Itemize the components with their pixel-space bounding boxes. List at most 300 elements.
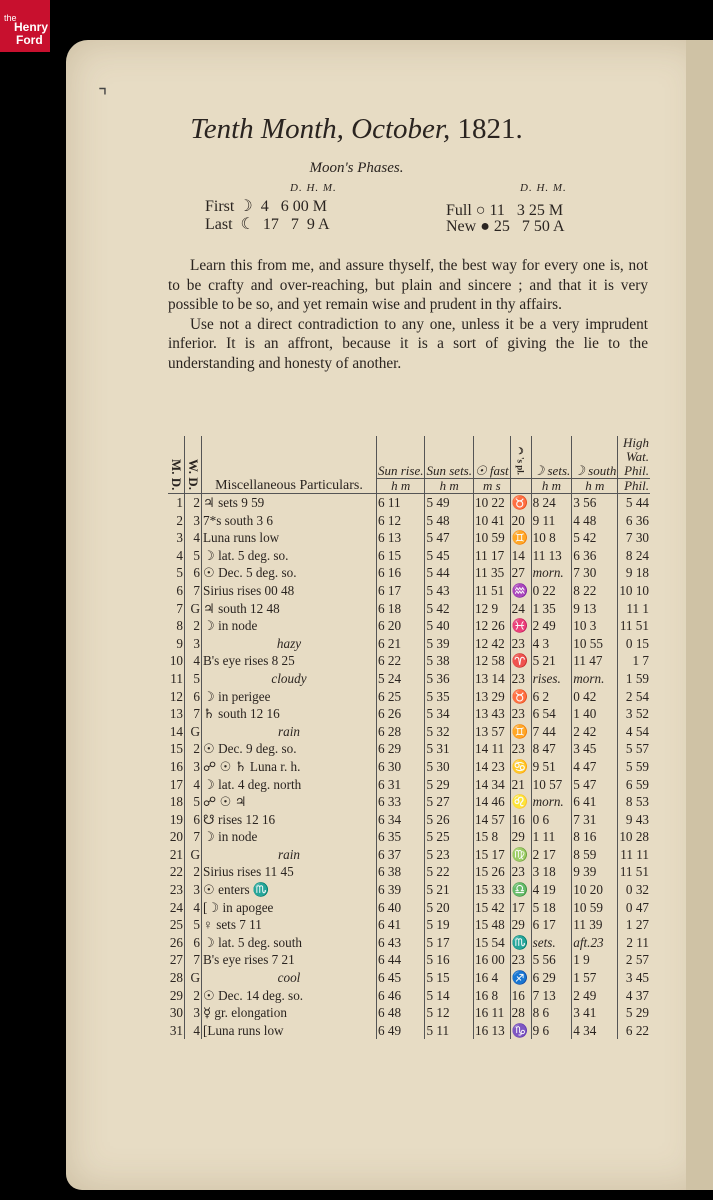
moon-sign: ♑ bbox=[510, 1022, 531, 1040]
sun-rise: 6 18 bbox=[376, 600, 425, 618]
moon-sign: ♍ bbox=[510, 846, 531, 864]
page-title bbox=[0, 113, 713, 146]
sun-rise: 6 20 bbox=[376, 617, 425, 635]
high-water: 5 29 bbox=[625, 1005, 649, 1021]
header-misc: Miscellaneous Particulars. bbox=[202, 436, 377, 494]
weekday: 6 bbox=[185, 688, 202, 706]
table-row bbox=[168, 951, 650, 969]
weekday: 7 bbox=[185, 582, 202, 600]
moon-south: 2 49 bbox=[572, 987, 618, 1005]
sun-rise: 6 46 bbox=[376, 987, 425, 1005]
misc-particular: ☽ lat. 5 deg. south bbox=[202, 934, 377, 952]
sun-rise: 6 33 bbox=[376, 793, 425, 811]
moon-south: 4 48 bbox=[572, 512, 618, 530]
sun-set: 5 26 bbox=[425, 811, 474, 829]
subheader-south: h m bbox=[572, 479, 618, 494]
table-row bbox=[168, 688, 650, 706]
misc-particular: Sirius rises 00 48 bbox=[202, 582, 377, 600]
misc-particular: hazy bbox=[202, 635, 377, 653]
table-row bbox=[168, 705, 650, 723]
sun-fast: 11 51 bbox=[473, 582, 510, 600]
high-water: 5 57 bbox=[625, 741, 649, 757]
moon-south: aft.23 bbox=[572, 934, 618, 952]
weekday: 6 bbox=[185, 811, 202, 829]
moon-sets: 10 57 bbox=[531, 776, 572, 794]
day-number: 22 bbox=[169, 864, 183, 880]
subheader-msets: h m bbox=[531, 479, 572, 494]
moon-sign: 23 bbox=[510, 705, 531, 723]
day-number: 12 bbox=[169, 688, 183, 704]
weekday: G bbox=[185, 723, 202, 741]
title-year: 1821. bbox=[457, 113, 523, 145]
weekday: G bbox=[185, 846, 202, 864]
high-water: 3 52 bbox=[625, 706, 649, 722]
moon-south: 3 56 bbox=[572, 494, 618, 512]
table-row bbox=[168, 652, 650, 670]
moon-sets: 8 47 bbox=[531, 740, 572, 758]
moon-sets: 2 17 bbox=[531, 846, 572, 864]
moon-sets: sets. bbox=[531, 934, 572, 952]
header-moon-sets: ☽ sets. bbox=[531, 436, 572, 479]
moon-sets: 6 17 bbox=[531, 916, 572, 934]
misc-particular: cool bbox=[202, 969, 377, 987]
sun-fast: 13 43 bbox=[473, 705, 510, 723]
moon-south: 5 42 bbox=[572, 529, 618, 547]
moon-south: 3 41 bbox=[572, 1004, 618, 1022]
weekday: 7 bbox=[185, 705, 202, 723]
calendar-table bbox=[168, 436, 650, 1039]
moon-south: morn. bbox=[572, 670, 618, 688]
sun-rise: 6 12 bbox=[376, 512, 425, 530]
day-number: 15 bbox=[169, 741, 183, 757]
moon-sign: ♌ bbox=[510, 793, 531, 811]
moon-sign: ♓ bbox=[510, 617, 531, 635]
sun-set: 5 25 bbox=[425, 828, 474, 846]
sun-set: 5 29 bbox=[425, 776, 474, 794]
sun-rise: 6 40 bbox=[376, 899, 425, 917]
weekday: 2 bbox=[185, 617, 202, 635]
misc-particular: rain bbox=[202, 846, 377, 864]
weekday: 5 bbox=[185, 916, 202, 934]
sun-fast: 10 59 bbox=[473, 529, 510, 547]
moon-sign: 29 bbox=[510, 828, 531, 846]
logo-the: the bbox=[4, 13, 17, 23]
moon-sign: 14 bbox=[510, 547, 531, 565]
table-row bbox=[168, 723, 650, 741]
moon-south: 11 39 bbox=[572, 916, 618, 934]
table-header-row bbox=[168, 436, 650, 479]
moon-sets: 6 54 bbox=[531, 705, 572, 723]
sun-fast: 13 14 bbox=[473, 670, 510, 688]
sun-set: 5 44 bbox=[425, 564, 474, 582]
sun-fast: 14 46 bbox=[473, 793, 510, 811]
day-number: 10 bbox=[169, 653, 183, 669]
calendar-body bbox=[168, 494, 650, 1040]
day-number: 3 bbox=[176, 530, 183, 546]
table-row bbox=[168, 529, 650, 547]
sun-set: 5 34 bbox=[425, 705, 474, 723]
high-water: 8 24 bbox=[625, 547, 649, 563]
high-water: 6 59 bbox=[625, 776, 649, 792]
sun-set: 5 49 bbox=[425, 494, 474, 512]
moon-sets: 1 35 bbox=[531, 600, 572, 618]
moon-sign: 23 bbox=[510, 635, 531, 653]
sun-set: 5 40 bbox=[425, 617, 474, 635]
misc-particular: ☋ rises 12 16 bbox=[202, 811, 377, 829]
sun-rise: 6 29 bbox=[376, 740, 425, 758]
sun-set: 5 12 bbox=[425, 1004, 474, 1022]
moon-south: 4 47 bbox=[572, 758, 618, 776]
high-water: 2 11 bbox=[626, 934, 649, 950]
sun-set: 5 31 bbox=[425, 740, 474, 758]
sun-rise: 6 22 bbox=[376, 652, 425, 670]
sun-fast: 15 26 bbox=[473, 863, 510, 881]
sun-fast: 15 17 bbox=[473, 846, 510, 864]
misc-particular: ☽ in node bbox=[202, 617, 377, 635]
moon-sign: 17 bbox=[510, 899, 531, 917]
moon-sign: 23 bbox=[510, 740, 531, 758]
sun-set: 5 48 bbox=[425, 512, 474, 530]
phase-last: Last ☾ 17 7 9 A bbox=[205, 216, 330, 233]
day-number: 18 bbox=[169, 794, 183, 810]
sun-rise: 6 35 bbox=[376, 828, 425, 846]
moon-south: 6 36 bbox=[572, 547, 618, 565]
sun-fast: 15 48 bbox=[473, 916, 510, 934]
sun-set: 5 27 bbox=[425, 793, 474, 811]
sun-rise: 6 41 bbox=[376, 916, 425, 934]
moon-sets: 9 6 bbox=[531, 1022, 572, 1040]
sun-fast: 15 33 bbox=[473, 881, 510, 899]
moon-sign: ♋ bbox=[510, 758, 531, 776]
phases-left-header: D. H. M. bbox=[290, 182, 337, 194]
sun-fast: 11 35 bbox=[473, 564, 510, 582]
misc-particular: ☍ ☉ ♃ bbox=[202, 793, 377, 811]
day-number: 17 bbox=[169, 776, 183, 792]
moon-sign: ♊ bbox=[510, 723, 531, 741]
weekday: 4 bbox=[185, 529, 202, 547]
day-number: 21 bbox=[169, 846, 183, 862]
weekday: 5 bbox=[185, 670, 202, 688]
logo-henry: Henry bbox=[14, 20, 49, 34]
sun-set: 5 45 bbox=[425, 547, 474, 565]
sun-fast: 10 41 bbox=[473, 512, 510, 530]
moon-sets: morn. bbox=[531, 793, 572, 811]
weekday: 4 bbox=[185, 652, 202, 670]
table-row bbox=[168, 1022, 650, 1040]
high-water: 6 36 bbox=[625, 512, 649, 528]
phase-full: Full ○ 11 3 25 M bbox=[446, 202, 564, 219]
sun-fast: 16 00 bbox=[473, 951, 510, 969]
high-water: 11 51 bbox=[619, 618, 649, 634]
sun-fast: 15 42 bbox=[473, 899, 510, 917]
sun-rise: 6 49 bbox=[376, 1022, 425, 1040]
table-row bbox=[168, 828, 650, 846]
high-water: 4 37 bbox=[625, 987, 649, 1003]
weekday: 3 bbox=[185, 881, 202, 899]
logo-ford: Ford bbox=[16, 33, 43, 47]
sun-fast: 12 58 bbox=[473, 652, 510, 670]
misc-particular: ♃ south 12 48 bbox=[202, 600, 377, 618]
weekday: 2 bbox=[185, 740, 202, 758]
table-row bbox=[168, 547, 650, 565]
misc-particular: ☍ ☉ ♄ Luna r. h. bbox=[202, 758, 377, 776]
moon-south: 3 45 bbox=[572, 740, 618, 758]
moon-sets: 9 11 bbox=[531, 512, 572, 530]
misc-particular: ☉ Dec. 5 deg. so. bbox=[202, 564, 377, 582]
sun-fast: 15 54 bbox=[473, 934, 510, 952]
table-row bbox=[168, 793, 650, 811]
moon-sets: 2 49 bbox=[531, 617, 572, 635]
misc-particular: [☽ in apogee bbox=[202, 899, 377, 917]
high-water: 3 45 bbox=[625, 970, 649, 986]
moon-sign: ♏ bbox=[510, 934, 531, 952]
high-water: 10 10 bbox=[619, 582, 649, 598]
moon-sets: 7 44 bbox=[531, 723, 572, 741]
table-row bbox=[168, 1004, 650, 1022]
weekday: 3 bbox=[185, 758, 202, 776]
day-number: 23 bbox=[169, 882, 183, 898]
weekday: 3 bbox=[185, 635, 202, 653]
sun-rise: 5 24 bbox=[376, 670, 425, 688]
high-water: 0 15 bbox=[625, 635, 649, 651]
header-moon-place: ☽'s pl. bbox=[510, 436, 531, 479]
moon-sign: ♊ bbox=[510, 529, 531, 547]
sun-set: 5 35 bbox=[425, 688, 474, 706]
high-water: 10 28 bbox=[619, 829, 649, 845]
misc-particular: rain bbox=[202, 723, 377, 741]
table-row bbox=[168, 758, 650, 776]
sun-fast: 11 17 bbox=[473, 547, 510, 565]
misc-particular: ♃ sets 9 59 bbox=[202, 494, 377, 512]
misc-particular: ☉ Dec. 9 deg. so. bbox=[202, 740, 377, 758]
table-row bbox=[168, 635, 650, 653]
sun-set: 5 22 bbox=[425, 863, 474, 881]
day-number: 13 bbox=[169, 706, 183, 722]
moon-sign: ♎ bbox=[510, 881, 531, 899]
day-number: 11 bbox=[170, 670, 183, 686]
table-row bbox=[168, 776, 650, 794]
sun-fast: 10 22 bbox=[473, 494, 510, 512]
maxims bbox=[168, 256, 648, 373]
subheader-rise: h m bbox=[376, 479, 425, 494]
moon-sign: ♉ bbox=[510, 688, 531, 706]
weekday: 3 bbox=[185, 1004, 202, 1022]
sun-fast: 14 34 bbox=[473, 776, 510, 794]
table-row bbox=[168, 582, 650, 600]
sun-fast: 14 11 bbox=[473, 740, 510, 758]
misc-particular: B's eye rises 7 21 bbox=[202, 951, 377, 969]
subheader-fast: m s bbox=[473, 479, 510, 494]
weekday: 6 bbox=[185, 564, 202, 582]
sun-set: 5 43 bbox=[425, 582, 474, 600]
table-row bbox=[168, 811, 650, 829]
high-water: 7 30 bbox=[625, 530, 649, 546]
margin-mark: ⌝ bbox=[98, 86, 108, 108]
day-number: 4 bbox=[176, 547, 183, 563]
misc-particular: ☽ lat. 4 deg. north bbox=[202, 776, 377, 794]
sun-rise: 6 38 bbox=[376, 863, 425, 881]
sun-fast: 15 8 bbox=[473, 828, 510, 846]
moon-south: 11 47 bbox=[572, 652, 618, 670]
moon-south: 2 42 bbox=[572, 723, 618, 741]
moon-sign: 23 bbox=[510, 863, 531, 881]
misc-particular: ☿ gr. elongation bbox=[202, 1004, 377, 1022]
day-number: 16 bbox=[169, 758, 183, 774]
sun-set: 5 30 bbox=[425, 758, 474, 776]
moon-south: 10 55 bbox=[572, 635, 618, 653]
moon-sign: ♈ bbox=[510, 652, 531, 670]
sun-set: 5 15 bbox=[425, 969, 474, 987]
subheader-sign bbox=[510, 479, 531, 494]
moon-sets: 0 22 bbox=[531, 582, 572, 600]
moon-sets: 6 29 bbox=[531, 969, 572, 987]
moon-sets: 5 18 bbox=[531, 899, 572, 917]
sun-rise: 6 30 bbox=[376, 758, 425, 776]
table-row bbox=[168, 934, 650, 952]
moon-south: 8 59 bbox=[572, 846, 618, 864]
sun-rise: 6 16 bbox=[376, 564, 425, 582]
high-water: 9 43 bbox=[625, 811, 649, 827]
weekday: 4 bbox=[185, 1022, 202, 1040]
moon-south: 9 13 bbox=[572, 600, 618, 618]
high-water: 8 53 bbox=[625, 794, 649, 810]
day-number: 24 bbox=[169, 899, 183, 915]
high-water: 0 47 bbox=[625, 899, 649, 915]
moon-sign: 24 bbox=[510, 600, 531, 618]
high-water: 1 7 bbox=[632, 653, 649, 669]
moon-sets: 10 8 bbox=[531, 529, 572, 547]
day-number: 20 bbox=[169, 829, 183, 845]
maxim-paragraph-1: Learn this from me, and assure thyself, the best way for every one is, not to be crafty and over-reaching, but plain and sincere ; and that it is very possible to be so, and yet remain wise and prudent in thy affairs. bbox=[168, 257, 648, 313]
sun-set: 5 14 bbox=[425, 987, 474, 1005]
moon-sign: 27 bbox=[510, 564, 531, 582]
sun-fast: 12 9 bbox=[473, 600, 510, 618]
day-number: 8 bbox=[176, 618, 183, 634]
misc-particular: ☽ in perigee bbox=[202, 688, 377, 706]
moon-sets: morn. bbox=[531, 564, 572, 582]
table-row bbox=[168, 969, 650, 987]
high-water: 2 54 bbox=[625, 688, 649, 704]
misc-particular: 7*s south 3 6 bbox=[202, 512, 377, 530]
moon-sign: 23 bbox=[510, 670, 531, 688]
sun-fast: 16 13 bbox=[473, 1022, 510, 1040]
moon-south: 1 9 bbox=[572, 951, 618, 969]
subheader-sets: h m bbox=[425, 479, 474, 494]
weekday: 2 bbox=[185, 987, 202, 1005]
adjacent-page-edge bbox=[686, 40, 713, 1190]
moon-sets: 5 21 bbox=[531, 652, 572, 670]
day-number: 14 bbox=[169, 723, 183, 739]
misc-particular: ☽ lat. 5 deg. so. bbox=[202, 547, 377, 565]
day-number: 6 bbox=[176, 582, 183, 598]
sun-set: 5 38 bbox=[425, 652, 474, 670]
high-water: 9 18 bbox=[625, 565, 649, 581]
weekday: G bbox=[185, 969, 202, 987]
weekday: 7 bbox=[185, 828, 202, 846]
sun-fast: 12 42 bbox=[473, 635, 510, 653]
phases-right-header: D. H. M. bbox=[520, 182, 567, 194]
high-water: 11 51 bbox=[619, 864, 649, 880]
sun-set: 5 11 bbox=[425, 1022, 474, 1040]
sun-fast: 14 23 bbox=[473, 758, 510, 776]
phase-new: New ● 25 7 50 A bbox=[446, 218, 565, 235]
table-row bbox=[168, 670, 650, 688]
maxim-paragraph-2: Use not a direct contradiction to any one, unless it be a very imprudent inferior. It is an affront, because it is a sort of giving the lie to the understanding and honesty of another. bbox=[168, 315, 648, 372]
misc-particular: [Luna runs low bbox=[202, 1022, 377, 1040]
moons-phases-heading: Moon's Phases. bbox=[309, 160, 404, 176]
table-row bbox=[168, 600, 650, 618]
moon-south: 9 39 bbox=[572, 863, 618, 881]
sun-fast: 12 26 bbox=[473, 617, 510, 635]
sun-rise: 6 28 bbox=[376, 723, 425, 741]
sun-set: 5 47 bbox=[425, 529, 474, 547]
moon-south: 4 34 bbox=[572, 1022, 618, 1040]
misc-particular: Sirius rises 11 45 bbox=[202, 863, 377, 881]
moon-south: 1 40 bbox=[572, 705, 618, 723]
weekday: 5 bbox=[185, 547, 202, 565]
misc-particular: cloudy bbox=[202, 670, 377, 688]
table-row bbox=[168, 512, 650, 530]
moon-sets: 1 11 bbox=[531, 828, 572, 846]
sun-rise: 6 37 bbox=[376, 846, 425, 864]
high-water: 11 1 bbox=[626, 600, 649, 616]
sun-set: 5 21 bbox=[425, 881, 474, 899]
moon-sign: 16 bbox=[510, 987, 531, 1005]
table-row bbox=[168, 740, 650, 758]
sun-rise: 6 39 bbox=[376, 881, 425, 899]
moon-south: 0 42 bbox=[572, 688, 618, 706]
moon-sets: 4 3 bbox=[531, 635, 572, 653]
sun-rise: 6 11 bbox=[376, 494, 425, 512]
moon-sets: 8 24 bbox=[531, 494, 572, 512]
misc-particular: ♀ sets 7 11 bbox=[202, 916, 377, 934]
moon-sets: 6 2 bbox=[531, 688, 572, 706]
table-row bbox=[168, 916, 650, 934]
sun-rise: 6 15 bbox=[376, 547, 425, 565]
sun-rise: 6 43 bbox=[376, 934, 425, 952]
sun-rise: 6 44 bbox=[376, 951, 425, 969]
sun-set: 5 32 bbox=[425, 723, 474, 741]
moon-south: 7 31 bbox=[572, 811, 618, 829]
table-row bbox=[168, 494, 650, 512]
table-row bbox=[168, 987, 650, 1005]
weekday: G bbox=[185, 600, 202, 618]
sun-rise: 6 17 bbox=[376, 582, 425, 600]
sun-set: 5 42 bbox=[425, 600, 474, 618]
sun-set: 5 16 bbox=[425, 951, 474, 969]
sun-set: 5 23 bbox=[425, 846, 474, 864]
moon-south: 7 30 bbox=[572, 564, 618, 582]
moon-sign: 20 bbox=[510, 512, 531, 530]
high-water: 4 54 bbox=[625, 723, 649, 739]
header-sun-rise: Sun rise. bbox=[376, 436, 425, 479]
day-number: 2 bbox=[176, 512, 183, 528]
moon-sets: 0 6 bbox=[531, 811, 572, 829]
moon-sign: 29 bbox=[510, 916, 531, 934]
day-number: 29 bbox=[169, 987, 183, 1003]
table-row bbox=[168, 846, 650, 864]
moon-south: 10 20 bbox=[572, 881, 618, 899]
subheader-tide: Phil. bbox=[618, 479, 650, 494]
high-water: 11 11 bbox=[620, 846, 649, 862]
moon-sets: 9 51 bbox=[531, 758, 572, 776]
sun-set: 5 19 bbox=[425, 916, 474, 934]
header-high-water: High Wat. Phil. bbox=[618, 436, 650, 479]
moon-sets: 5 56 bbox=[531, 951, 572, 969]
table-row bbox=[168, 617, 650, 635]
table-row bbox=[168, 899, 650, 917]
moon-sets: 4 19 bbox=[531, 881, 572, 899]
